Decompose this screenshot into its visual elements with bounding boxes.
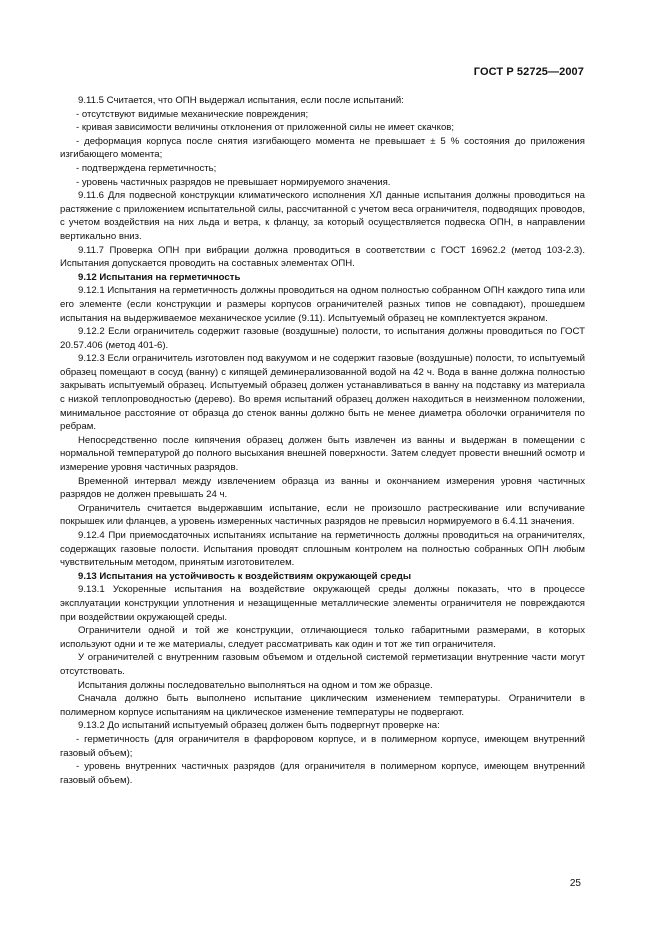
paragraph: 9.13.1 Ускоренные испытания на воздействие окружающей среды должны показать, что в процессе эксплуатации конструкции уплотнения и незащищенные металлические элементы ограничителя не повреждаются при воздействии окружающей среды.: [60, 584, 585, 623]
paragraph: Сначала должно быть выполнено испытание циклическим изменением температуры. Ограничители в полимерном корпусе испытаниям на циклическое изменение температуры не подвергают.: [60, 693, 585, 718]
list-item: - отсутствуют видимые механические повреждения;: [76, 108, 309, 120]
list-item: - деформация корпуса после снятия изгибающего момента не превышает ± 5 % состояния до приложения изгибающего момента;: [60, 135, 585, 161]
paragraph: 9.12.1 Испытания на герметичность должны проводиться на одном полностью собранном ОПН каждого типа или его элементе (если конструкции и размеры корпусов ограничителей разных типов не совпадают), прошедшем испытания на выдерживаемое механическое усилие (9.11). Испытуемый образец не комплектуется экраном.: [60, 285, 585, 324]
paragraph: Ограничители одной и той же конструкции, отличающиеся только габаритными размерами, в которых используют одни и те же материалы, следует рассматривать как один и тот же тип ограничителя.: [60, 625, 585, 650]
section-heading: 9.13 Испытания на устойчивость к воздействиям окружающей среды: [78, 570, 412, 582]
list-item: - подтверждена герметичность;: [76, 162, 217, 174]
list-item: - уровень частичных разрядов не превышает нормируемого значения.: [76, 176, 391, 188]
paragraph: 9.11.6 Для подвесной конструкции климатического исполнения ХЛ данные испытания должны проводиться на растяжение с приложением испытательной силы, рассчитанной с учетом веса ограничителя, подводящих проводов, с учетом воздействия на них льда и ветра, к фланцу, за который осуществляется подвеска ОПН, в направлении вертикально вниз.: [60, 190, 585, 242]
paragraph: 9.12.2 Если ограничитель содержит газовые (воздушные) полости, то испытания должны проводиться по ГОСТ 20.57.406 (метод 401-6).: [60, 326, 585, 351]
section-heading: 9.12 Испытания на герметичность: [78, 271, 241, 283]
paragraph: Ограничитель считается выдержавшим испытание, если не произошло растрескивание или вспучивание покрышек или фланцев, а уровень измеренных частичных разрядов не превысил нормируемого в 6.4.11 значения.: [60, 502, 585, 528]
paragraph: Непосредственно после кипячения образец должен быть извлечен из ванны и выдержан в помещении с нормальной температурой до полного высыхания внешней поверхности. Затем следует провести внешний осмотр и измерение уровня частичных разрядов.: [60, 434, 585, 474]
paragraph: У ограничителей с внутренним газовым объемом и отдельной системой герметизации внутренние части могут отсутствовать.: [60, 652, 585, 677]
paragraph: Временной интервал между извлечением образца из ванны и окончанием измерения уровня частичных разрядов не должен превышать 24 ч.: [60, 475, 585, 501]
paragraph: 9.11.7 Проверка ОПН при вибрации должна проводиться в соответствии с ГОСТ 16962.2 (метод 103-2.3). Испытания допускается проводить на составных элементах ОПН.: [60, 244, 585, 270]
paragraph: 9.13.2 До испытаний испытуемый образец должен быть подвергнут проверке на:: [78, 720, 440, 732]
standard-header: ГОСТ Р 52725—2007: [473, 66, 584, 78]
page-number: 25: [569, 878, 581, 889]
list-item: - герметичность (для ограничителя в фарфоровом корпусе, и в полимерном корпусе, имеющем внутренний газовый объем);: [60, 733, 585, 759]
paragraph: Испытания должны последовательно выполняться на одном и том же образце.: [78, 679, 433, 691]
document-body: [60, 94, 585, 787]
paragraph: 9.12.4 При приемосдаточных испытаниях испытание на герметичность должны проводиться на ограничителях, содержащих газовые полости. Испытания проводят сплошным контролем на полностью собранных ОПН любым чувствительным методом, принятым изготовителем.: [60, 530, 585, 569]
paragraph: 9.12.3 Если ограничитель изготовлен под вакуумом и не содержит газовые (воздушные) полости, то испытуемый образец помещают в сосуд (ванну) с кипящей деминерализованной водой на 42 ч. Вода в ванне должна полностью закрывать испытуемый образец. Испытуемый образец должен устанавливаться в ванну на подставку из материала с низкой теплопроводностью (дерево). Во время испытаний образец должен находиться в неизменном положении, минимальное расстояние от образца до стенок ванны должно быть не менее диаметра оболочки ограничителя по ребрам.: [60, 353, 585, 433]
paragraph: 9.11.5 Считается, что ОПН выдержал испытания, если после испытаний:: [78, 95, 404, 106]
list-item: - уровень внутренних частичных разрядов (для ограничителя в полимерном корпусе, имеющем внутренний газовый объем).: [60, 761, 585, 786]
list-item: - кривая зависимости величины отклонения от приложенной силы не имеет скачков;: [76, 122, 455, 134]
